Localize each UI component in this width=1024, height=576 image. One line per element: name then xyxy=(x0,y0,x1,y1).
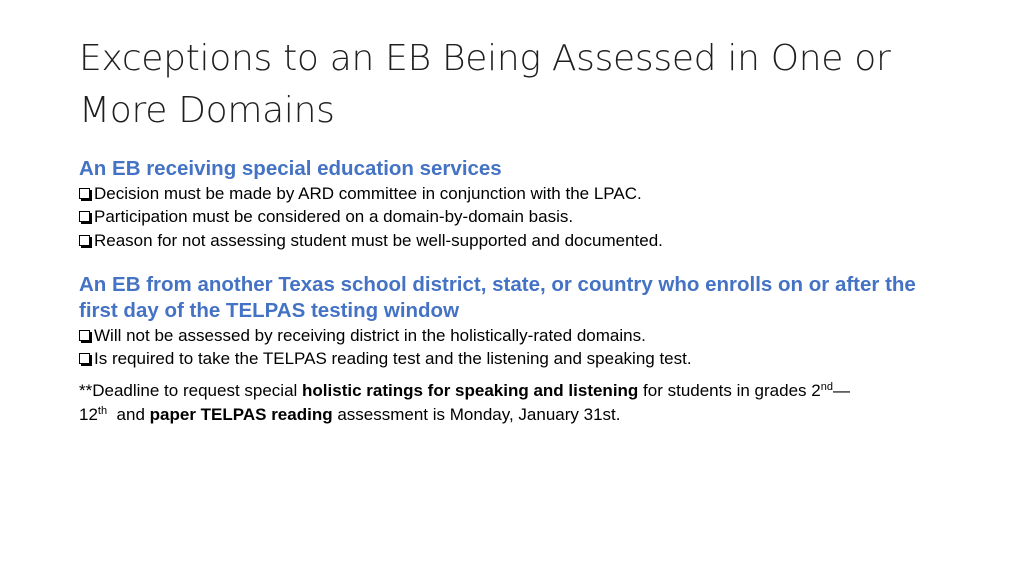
checkbox-icon xyxy=(79,211,90,222)
note-superscript: th xyxy=(97,404,108,417)
section-transfer-student xyxy=(79,272,959,371)
note-superscript: nd xyxy=(820,381,833,394)
checkbox-icon xyxy=(79,330,90,341)
bullet-text: Is required to take the TELPAS reading test and the listening and speaking test. xyxy=(94,349,692,369)
note-bold-text: paper TELPAS reading xyxy=(149,404,333,424)
note-text: assessment is Monday, January 31st. xyxy=(332,404,621,424)
checkbox-icon xyxy=(79,188,90,199)
bullet-item xyxy=(79,205,959,228)
bullet-text: Will not be assessed by receiving district in the holistically-rated domains. xyxy=(94,325,646,345)
checkbox-icon xyxy=(79,235,90,246)
bullet-list xyxy=(79,324,959,371)
bullet-item xyxy=(79,324,959,347)
slide-title: Exceptions to an EB Being Assessed in One or More Domains xyxy=(79,38,891,131)
checkbox-icon xyxy=(79,353,90,364)
section-heading: An EB receiving special education services xyxy=(79,157,502,180)
bullet-item xyxy=(79,229,959,252)
bullet-text: Participation must be considered on a domain-by-domain basis. xyxy=(94,207,574,227)
bullet-list xyxy=(79,182,959,252)
note-text: 12 xyxy=(79,404,98,424)
slide-body xyxy=(79,156,959,443)
note-text: — xyxy=(832,381,850,401)
note-text: for students in grades 2 xyxy=(638,381,821,401)
note-text: **Deadline to request special xyxy=(79,381,303,401)
note-text: and xyxy=(107,404,150,424)
bullet-item xyxy=(79,182,959,205)
bullet-text: Reason for not assessing student must be well-supported and documented. xyxy=(94,230,663,250)
section-heading: An EB from another Texas school district, state, or country who enrolls on or after the first day of the TELPAS testing window xyxy=(79,272,916,322)
deadline-note xyxy=(79,379,959,426)
bullet-text: Decision must be made by ARD committee in conjunction with the LPAC. xyxy=(94,184,642,203)
note-bold-text: holistic ratings for speaking and listening xyxy=(302,381,639,401)
section-special-education xyxy=(79,156,959,252)
bullet-item xyxy=(79,347,959,370)
